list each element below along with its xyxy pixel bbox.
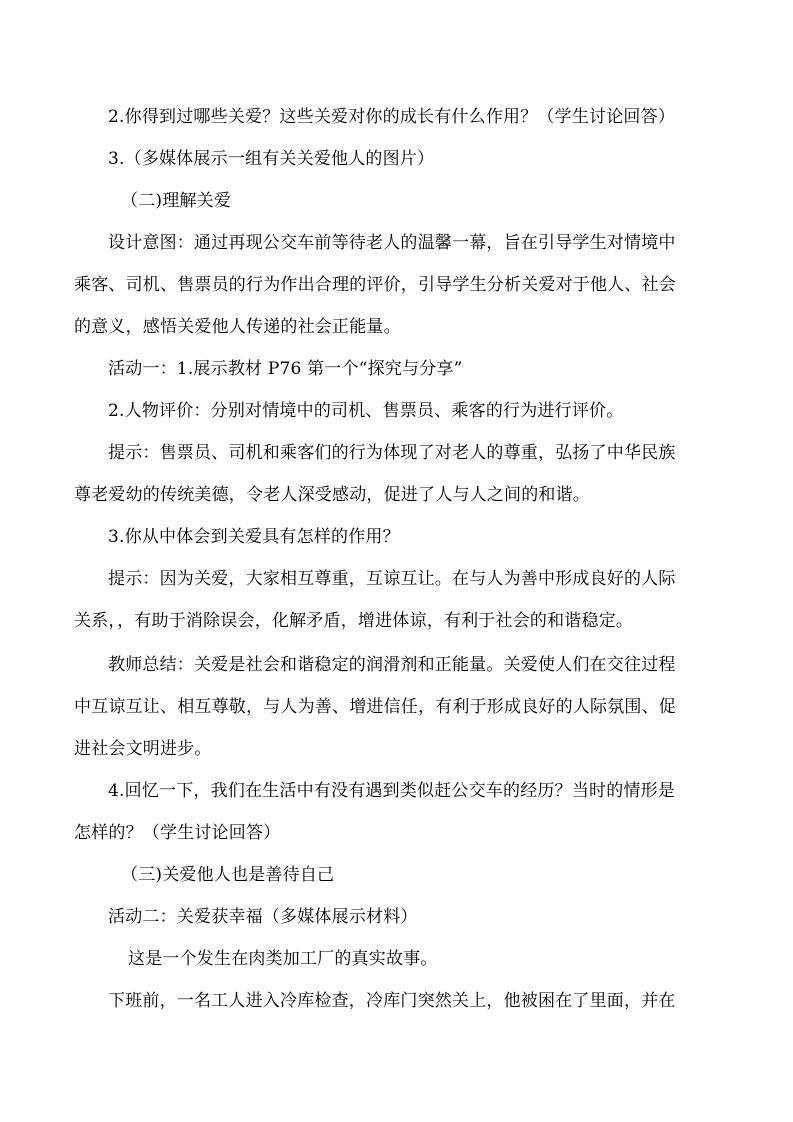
paragraph-line: 进社会文明进步。 xyxy=(74,739,212,759)
paragraph-line: 乘客、司机、售票员的行为作出合理的评价，引导学生分析关爱对于他人、社会 xyxy=(74,275,676,295)
paragraph-line: 设计意图：通过再现公交车前等待老人的温馨一幕，旨在引导学生对情境中 xyxy=(108,233,676,253)
paragraph-line: 4.回忆一下，我们在生活中有没有遇到类似赶公交车的经历？当时的情形是 xyxy=(108,781,676,801)
section-heading: （二)理解关爱 xyxy=(121,191,232,211)
paragraph-line: 活动一：1.展示教材 P76 第一个“探究与分享” xyxy=(108,359,463,379)
paragraph-line: 关系，，有助于消除误会，化解矛盾，增进体谅，有利于社会的和谐稳定。 xyxy=(74,611,634,631)
paragraph-line: 中互谅互让、相互尊敬，与人为善、增进信任，有利于形成良好的人际氛围、促 xyxy=(74,697,676,717)
section-heading: （三)关爱他人也是善待自己 xyxy=(121,865,335,885)
paragraph-line: 活动二：关爱获幸福（多媒体展示材料） xyxy=(108,907,418,927)
paragraph-line: 3.（多媒体展示一组有关关爱他人的图片） xyxy=(108,149,435,169)
paragraph-line: 3.你从中体会到关爱具有怎样的作用？ xyxy=(108,527,400,547)
paragraph-line: 2.你得到过哪些关爱？这些关爱对你的成长有什么作用？（学生讨论回答） xyxy=(108,107,676,127)
paragraph-line: 教师总结：关爱是社会和谐稳定的润滑剂和正能量。关爱使人们在交往过程 xyxy=(108,655,676,675)
paragraph-line: 下班前，一名工人进入冷库检查，冷库门突然关上，他被困在了里面，并在 xyxy=(108,991,676,1011)
paragraph-line: 提示：因为关爱，大家相互尊重，互谅互让。在与人为善中形成良好的人际 xyxy=(108,569,676,589)
paragraph-line: 的意义，感悟关爱他人传递的社会正能量。 xyxy=(74,317,401,337)
paragraph-line: 提示：售票员、司机和乘客们的行为体现了对老人的尊重，弘扬了中华民族 xyxy=(108,443,676,463)
paragraph-line: 这是一个发生在肉类加工厂的真实故事。 xyxy=(128,949,438,969)
paragraph-line: 尊老爱幼的传统美德，令老人深受感动，促进了人与人之间的和谐。 xyxy=(74,485,590,505)
paragraph-line: 2.人物评价：分别对情境中的司机、售票员、乘客的行为进行评价。 xyxy=(108,401,624,421)
paragraph-line: 怎样的？（学生讨论回答） xyxy=(74,823,281,843)
